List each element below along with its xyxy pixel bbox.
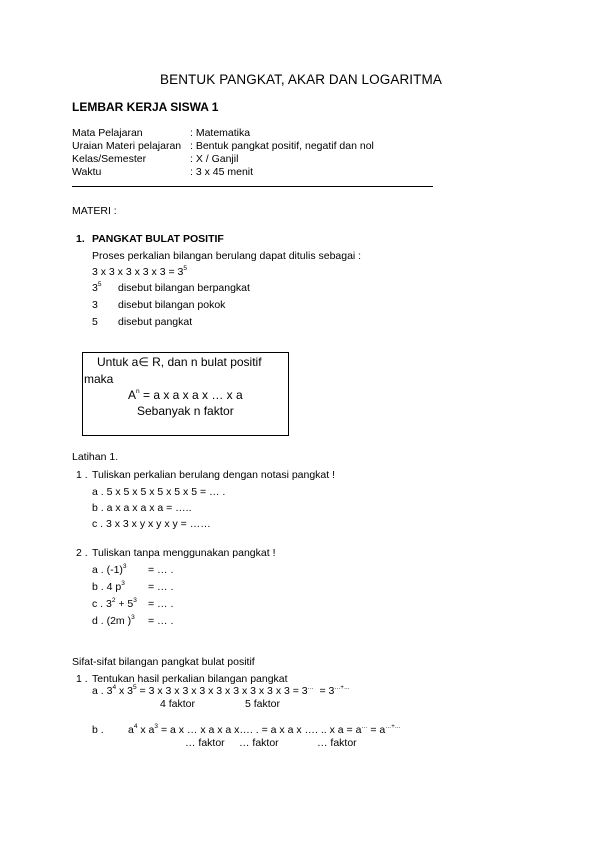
term-powered: $3^5$ — [92, 280, 102, 294]
exercise-2-item-d: d . (2m )$^3$ — [92, 613, 135, 627]
term-base-desc: disebut bilangan pokok — [118, 299, 226, 311]
worksheet-title: LEMBAR KERJA SISWA 1 — [72, 100, 219, 114]
property-a-factor-2: 5 faktor — [245, 698, 281, 710]
section-heading: PANGKAT BULAT POSITIF — [92, 233, 224, 245]
property-b-factor-3: … faktor — [317, 737, 357, 749]
exercise-2-item-b: b . 4 $p^3$ — [92, 579, 125, 593]
property-b-factor-2: … faktor — [239, 737, 279, 749]
definition-line1: Untuk a∈ R, dan n bulat positif — [97, 355, 262, 369]
property-b-equation: $a^4$ x $a^3 = a$ x … x a x a x…. . = a x a x …. .. x a = a… = a…+… — [128, 722, 401, 736]
property-a-factor-1: 4 faktor — [160, 698, 196, 710]
exercise-2-item-b-answer: = … . — [148, 581, 174, 593]
property-b-label: b . — [92, 724, 104, 736]
exercise-2-item-d-answer: = … . — [148, 615, 174, 627]
info-label-time: Waktu — [72, 166, 102, 178]
definition-formula: $A^n = a$ x a x a x … x a — [128, 388, 243, 402]
term-exponent-desc: disebut pangkat — [118, 316, 193, 328]
properties-number: 1 . — [76, 673, 88, 685]
exercise-2-item-c-answer: = … . — [148, 598, 174, 610]
document-title: BENTUK PANGKAT, AKAR DAN LOGARITMA — [160, 72, 442, 87]
exercise-1-text: Tuliskan perkalian berulang dengan notasi pangkat ! — [92, 469, 336, 481]
property-a-equation: a . $3^4$ x $3^5 = 3$ x 3 x 3 x 3 x 3 x 3 x 3 x 3 x 3 = 3… = 3…+… — [92, 683, 350, 697]
section-intro: Proses perkalian bilangan berulang dapat ditulis sebagai : — [92, 250, 362, 262]
term-exponent: 5 — [92, 316, 98, 328]
exercise-title: Latihan 1. — [72, 451, 119, 463]
section-number: 1. — [76, 233, 85, 245]
exercise-1-item-a: a . 5 x 5 x 5 x 5 x 5 x 5 = … . — [92, 486, 226, 498]
materi-label: MATERI : — [72, 205, 117, 217]
example-expression: 3 x 3 x 3 x 3 x $3 = 3^5$ — [92, 264, 187, 278]
info-label-material: Uraian Materi pelajaran — [72, 140, 182, 152]
exercise-2-text: Tuliskan tanpa menggunakan pangkat ! — [92, 547, 276, 559]
exercise-1-item-b: b . a x a x a x a = ….. — [92, 502, 192, 514]
info-value-time: : 3 x 45 menit — [190, 166, 254, 178]
info-label-class: Kelas/Semester — [72, 153, 147, 165]
term-powered-desc: disebut bilangan berpangkat — [118, 282, 250, 294]
exercise-1-item-c: c . 3 x 3 x y x y x y = …… — [92, 518, 211, 530]
properties-text: Tentukan hasil perkalian bilangan pangkat — [92, 673, 288, 685]
info-label-subject: Mata Pelajaran — [72, 127, 143, 139]
definition-factor-note: Sebanyak n faktor — [137, 404, 234, 418]
info-value-subject: : Matematika — [190, 127, 251, 139]
property-b-factor-1: … faktor — [185, 737, 225, 749]
info-value-material: : Bentuk pangkat positif, negatif dan nol — [190, 140, 374, 152]
info-value-class: : X / Ganjil — [190, 153, 239, 165]
properties-title: Sifat-sifat bilangan pangkat bulat positif — [72, 656, 255, 668]
exercise-2-number: 2 . — [76, 547, 88, 559]
exercise-2-item-c: c . $3^2 + 5^3$ — [92, 596, 137, 610]
exercise-2-item-a: a . $(-1)^3$ — [92, 562, 127, 576]
term-base: 3 — [92, 299, 98, 311]
exercise-2-item-a-answer: = … . — [148, 564, 174, 576]
separator-line — [72, 186, 433, 187]
definition-line2: maka — [84, 372, 114, 386]
exercise-1-number: 1 . — [76, 469, 88, 481]
